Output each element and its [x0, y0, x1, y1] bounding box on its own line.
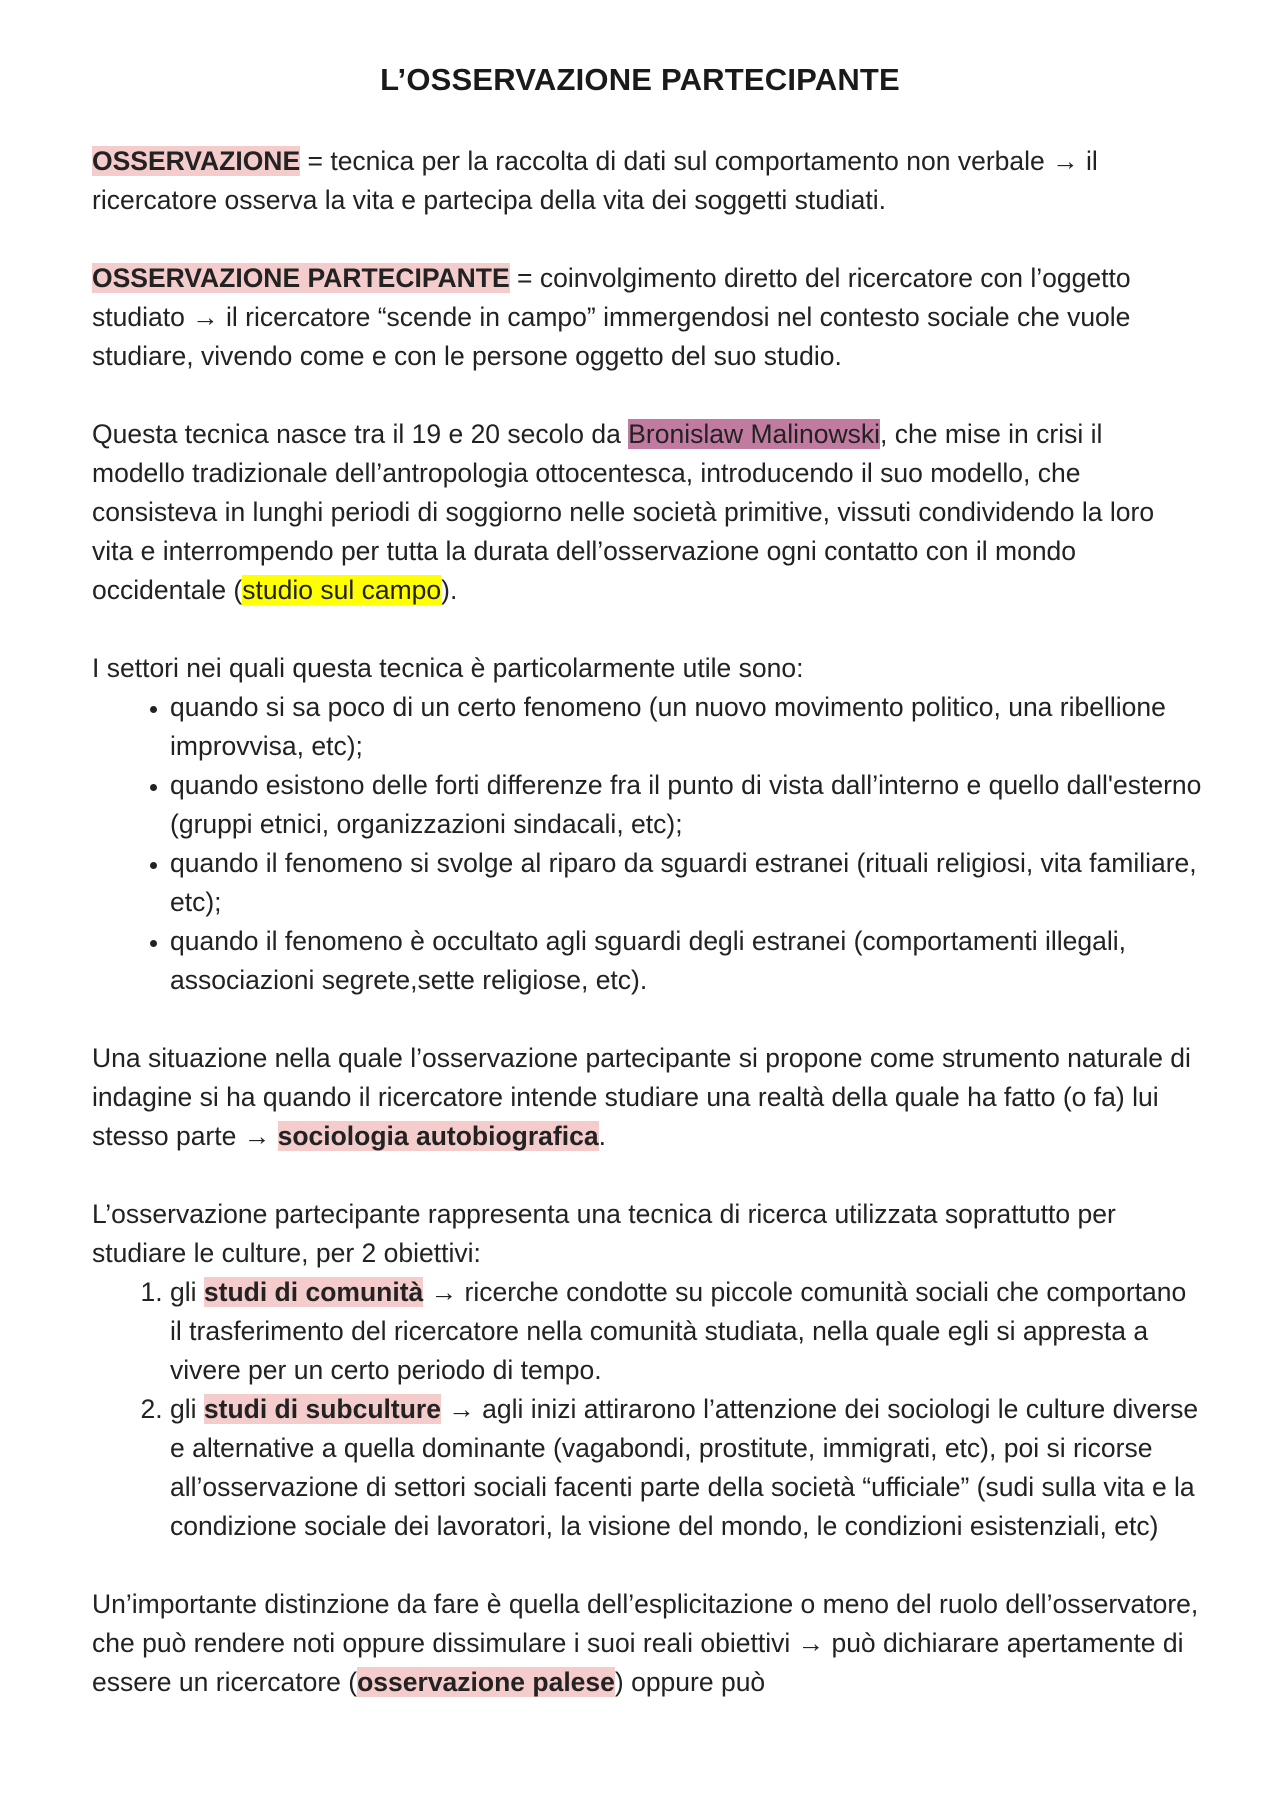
obiettivi-list	[92, 1273, 1202, 1546]
malinowski-text-middle: , che mise in crisi il modello tradizionale dell’antropologia ottocentesca, introducendo il suo modello, che consisteva in lunghi periodi di soggiorno nelle società primitive, vissuti condividendo la loro vita e interrompendo per tutta la durata dell’osservazione ogni contatto con il mondo occidentale (	[92, 419, 1155, 605]
term-studi-di-comunita: studi di comunità	[203, 1277, 424, 1307]
item-text: → agli inizi attirarono l’attenzione dei sociologi le culture diverse e alternative a quella dominante (vagabondi, prostitute, immigrati, etc), poi si ricorse all’osservazione di settori sociali facenti parte della società “ufficiale” (sudi sulla vita e la condizione sociale dei lavoratori, la visione del mondo, le condizioni esistenziali, etc)	[170, 1394, 1199, 1541]
settori-intro: I settori nei quali questa tecnica è particolarmente utile sono:	[92, 653, 804, 683]
list-item: • quando il fenomeno si svolge al riparo da sguardi estranei (rituali religiosi, vita familiare, etc);	[170, 844, 1202, 922]
item-text: → ricerche condotte su piccole comunità sociali che comportano il trasferimento del ricercatore nella comunità studiata, nella quale egli si appresta a vivere per un certo periodo di tempo.	[170, 1277, 1187, 1385]
term-osservazione: OSSERVAZIONE	[92, 146, 301, 176]
item-prefix: gli	[170, 1277, 204, 1307]
highlight-studio-sul-campo: studio sul campo	[242, 575, 442, 605]
paragraph-osservazione	[92, 142, 1202, 220]
paragraph-sociologia-autobiografica	[92, 1039, 1202, 1156]
list-item	[170, 1390, 1202, 1546]
item-prefix: gli	[170, 1394, 204, 1424]
paragraph-osservazione-palese	[92, 1585, 1202, 1702]
paragraph-osservazione-partecipante	[92, 259, 1202, 376]
definition-osservazione-partecipante: = coinvolgimento diretto del ricercatore con l’oggetto studiato → il ricercatore “scende in campo” immergendosi nel contesto sociale che vuole studiare, vivendo come e con le persone oggetto del suo studio.	[92, 263, 1131, 371]
term-osservazione-partecipante: OSSERVAZIONE PARTECIPANTE	[92, 263, 510, 293]
term-osservazione-palese: osservazione palese	[357, 1667, 615, 1697]
settori-list	[92, 688, 1202, 1000]
malinowski-text-after: ).	[441, 575, 458, 605]
palese-after: ) oppure può	[614, 1667, 766, 1697]
page-title: L’OSSERVAZIONE PARTECIPANTE	[380, 62, 900, 97]
palese-text: Un’importante distinzione da fare è quella dell’esplicitazione o meno del ruolo dell’osservatore, che può rendere noti oppure dissimulare i suoi reali obiettivi → può dichiarare apertamente di essere un ricercatore (	[92, 1589, 1199, 1697]
list-item: • quando si sa poco di un certo fenomeno (un nuovo movimento politico, una ribellione improvvisa, etc);	[170, 688, 1202, 766]
name-malinowski: Bronislaw Malinowski	[628, 419, 881, 449]
term-sociologia-autobiografica: sociologia autobiografica	[277, 1121, 599, 1151]
autobiografica-after: .	[598, 1121, 606, 1151]
definition-osservazione: = tecnica per la raccolta di dati sul comportamento non verbale → il ricercatore osserva la vita e partecipa della vita dei soggetti studiati.	[92, 146, 1098, 215]
list-item: • quando il fenomeno è occultato agli sguardi degli estranei (comportamenti illegali, associazioni segrete,sette religiose, etc).	[170, 922, 1202, 1000]
paragraph-malinowski	[92, 415, 1202, 610]
autobiografica-text: Una situazione nella quale l’osservazione partecipante si propone come strumento naturale di indagine si ha quando il ricercatore intende studiare una realtà della quale ha fatto (o fa) lui stesso parte →	[92, 1043, 1191, 1151]
list-item: • quando esistono delle forti differenze fra il punto di vista dall’interno e quello dall'esterno (gruppi etnici, organizzazioni sindacali, etc);	[170, 766, 1202, 844]
list-item	[170, 1273, 1202, 1390]
obiettivi-section	[92, 1195, 1202, 1546]
malinowski-text-before: Questa tecnica nasce tra il 19 e 20 secolo da	[92, 419, 629, 449]
term-studi-di-subculture: studi di subculture	[203, 1394, 441, 1424]
document-body	[92, 142, 1202, 1741]
settori-section	[92, 649, 1202, 1000]
obiettivi-intro: L’osservazione partecipante rappresenta una tecnica di ricerca utilizzata soprattutto per studiare le culture, per 2 obiettivi:	[92, 1199, 1116, 1268]
